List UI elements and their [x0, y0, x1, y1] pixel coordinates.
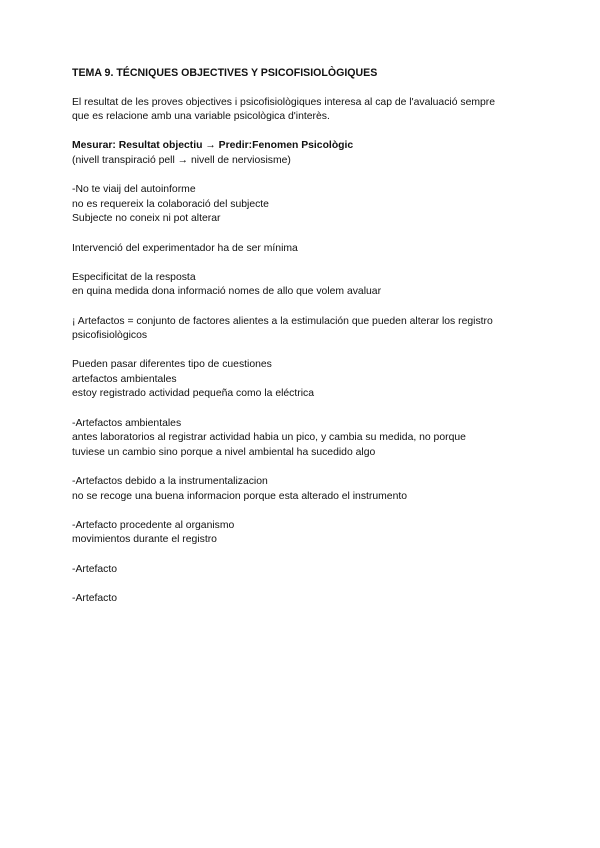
intro-paragraph [72, 96, 542, 125]
instrumentalizacion-line-2: no se recoge una buena informacion porque esta alterado el instrumento [72, 490, 408, 502]
cuestiones-line-2: artefactos ambientales [72, 373, 177, 385]
mesurar-paragraph [72, 139, 542, 168]
instrumentalizacion-paragraph [72, 475, 542, 504]
cuestiones-line-1: Pueden pasar diferentes tipo de cuestiones [72, 359, 272, 371]
mesurar-heading: Mesurar: Resultat objectiu → Predir:Fenomen Psicològic [72, 140, 354, 152]
autoinforme-line-2: no es requereix la colaboració del subjecte [72, 198, 269, 210]
artefacto-paragraph-2 [72, 592, 542, 607]
artefactos-definition-line-2: psicofisiològicos [72, 330, 148, 342]
autoinforme-line-3: Subjecte no coneix ni pot alterar [72, 213, 221, 225]
cuestiones-paragraph [72, 358, 542, 402]
especificitat-line-1: Especificitat de la resposta [72, 271, 196, 283]
artefacto-line-1: -Artefacto [72, 563, 118, 575]
organismo-line-2: movimientos durante el registro [72, 534, 217, 546]
cuestiones-line-3: estoy registrado actividad pequeña como la eléctrica [72, 388, 315, 400]
artefactos-definition-line-1: ¡ Artefactos = conjunto de factores alientes a la estimulación que pueden alterar los registro [72, 315, 493, 327]
artefactos-definition-paragraph [72, 315, 542, 344]
especificitat-line-2: en quina medida dona informació nomes de allo que volem avaluar [72, 286, 382, 298]
organismo-line-1: -Artefacto procedente al organismo [72, 519, 235, 531]
document-page [72, 66, 542, 621]
ambientales-paragraph [72, 417, 542, 461]
organismo-paragraph [72, 519, 542, 548]
autoinforme-paragraph [72, 183, 542, 227]
document-title: TEMA 9. TÉCNIQUES OBJECTIVES Y PSICOFISIOLÒGIQUES [72, 67, 378, 79]
instrumentalizacion-line-1: -Artefactos debido a la instrumentalizacion [72, 476, 268, 488]
intervencio-paragraph [72, 242, 542, 257]
especificitat-paragraph [72, 271, 542, 300]
intro-line-2: que es relacione amb una variable psicològica d'interès. [72, 111, 330, 123]
autoinforme-line-1: -No te viaij del autoinforme [72, 184, 196, 196]
intervencio-line: Intervenció del experimentador ha de ser mínima [72, 242, 298, 254]
ambientales-line-1: -Artefactos ambientales [72, 417, 182, 429]
artefacto-paragraph-1 [72, 563, 542, 578]
ambientales-line-3: tuviese un cambio sino porque a nivel ambiental ha sucedido algo [72, 446, 376, 458]
mesurar-example: (nivell transpiració pell → nivell de nerviosisme) [72, 154, 291, 166]
intro-line-1: El resultat de les proves objectives i psicofisiològiques interesa al cap de l'avaluació sempre [72, 96, 496, 108]
ambientales-line-2: antes laboratorios al registrar actividad habia un pico, y cambia su medida, no porque [72, 432, 466, 444]
artefacto-line-2: -Artefacto [72, 592, 118, 604]
